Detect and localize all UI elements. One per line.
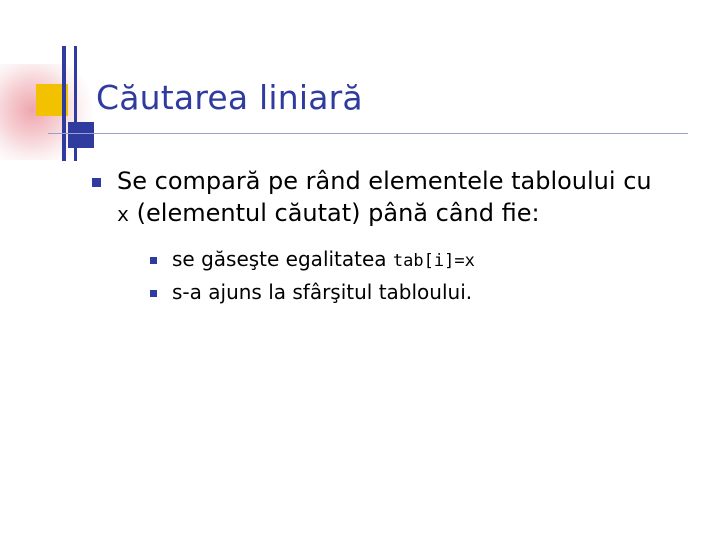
title-divider: [48, 133, 688, 134]
bullet-level2-text: [172, 246, 475, 273]
slide-title: Căutarea liniară: [96, 78, 363, 117]
slide-body: [92, 166, 692, 312]
bullet-level2-text-part1: se găseşte egalitatea: [172, 246, 393, 271]
bullet-level2-text-part1: s-a ajuns la sfârşitul tabloului.: [172, 279, 473, 304]
vertical-bar-left-icon: [62, 46, 66, 161]
blue-square-shape: [68, 122, 94, 148]
sub-bullet-list: [150, 246, 692, 306]
bullet-level2-text: [172, 279, 472, 306]
square-bullet-icon: [150, 257, 157, 264]
square-bullet-icon: [92, 178, 101, 187]
bullet-item-level2: [150, 246, 692, 273]
bullet-item-level1: [92, 166, 692, 230]
bullet-level1-text: [117, 166, 662, 230]
decorative-corner-motif: [0, 46, 110, 161]
square-bullet-icon: [150, 290, 157, 297]
bullet-level2-code: tab[i]=x: [392, 250, 475, 271]
vertical-bar-right-icon: [74, 46, 77, 161]
bullet-item-level2: [150, 279, 692, 306]
bullet-level1-text-part1: Se compară pe rând elementele tabloului cu: [117, 167, 652, 195]
bullet-level1-code: x: [117, 201, 130, 226]
bullet-level1-text-part2: (elementul căutat) până când fie:: [129, 198, 540, 227]
